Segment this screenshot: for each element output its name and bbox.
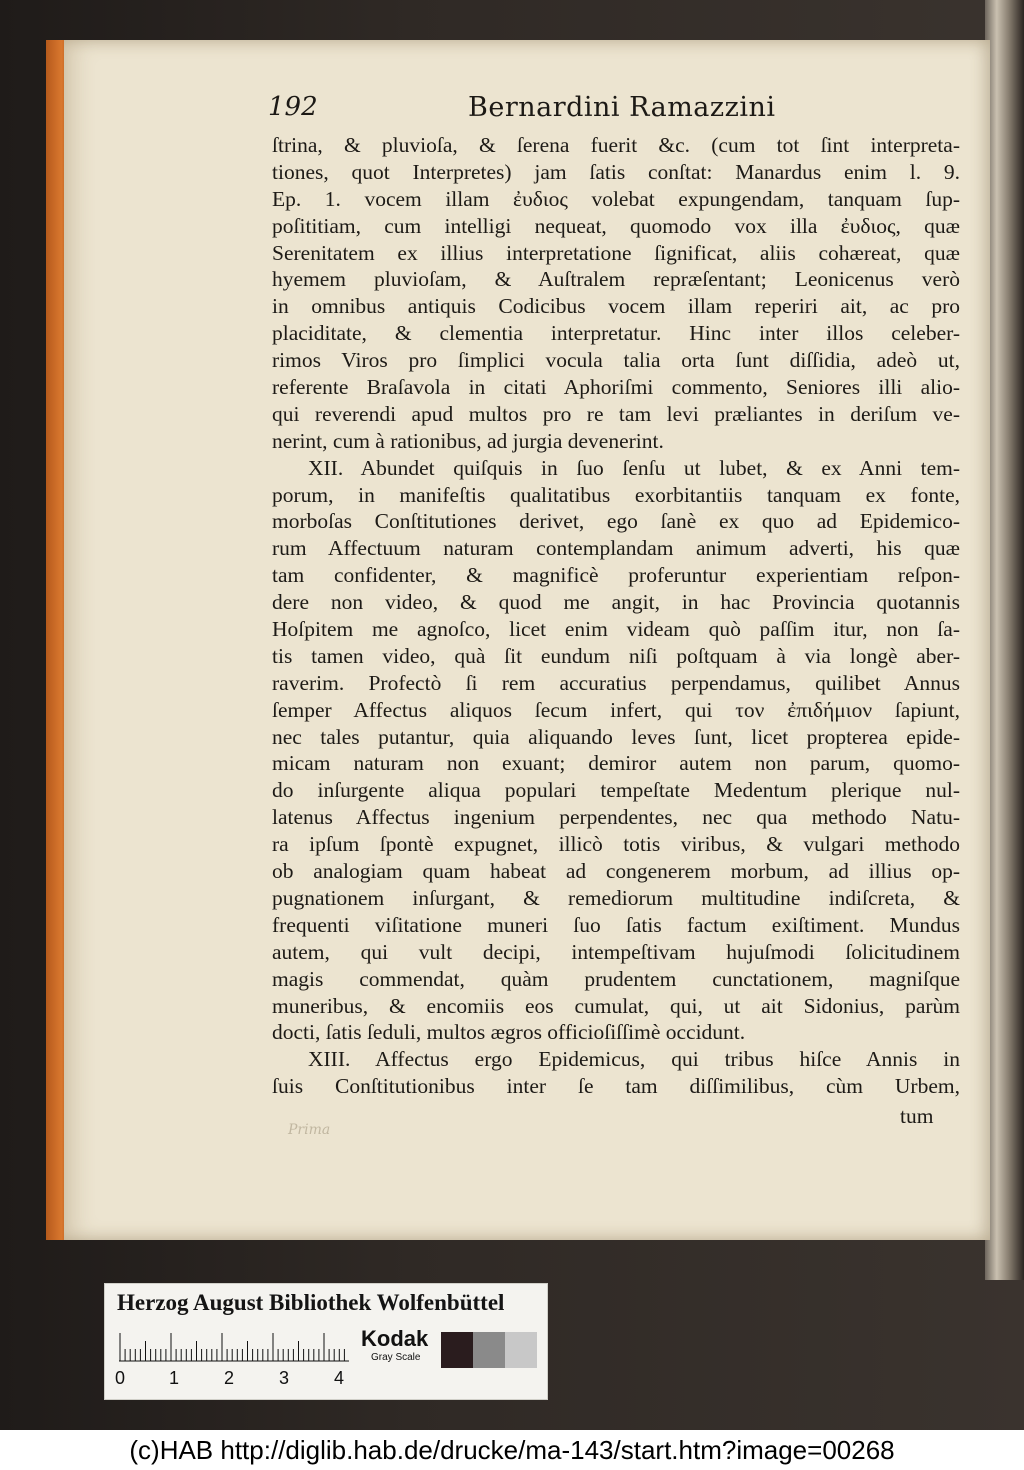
catchword: tum — [900, 1104, 934, 1128]
text-line: ſuis Conſtitutionibus inter ſe tam diſſimilibus, cùm Urbem, — [272, 1074, 960, 1099]
text-line: raverim. Profectò ſi rem accuratius perpendamus, quilibet Annus — [272, 670, 960, 695]
text-line: frequenti viſitatione muneri ſuo ſatis factum exiſtiment. Mundus — [272, 912, 960, 937]
text-line: micam naturam non exuant; demiror autem non parum, quomo- — [272, 751, 960, 776]
text-line: porum, in manifeſtis qualitatibus exorbitantiis tanquam ex fonte, — [272, 482, 960, 507]
text-line: qui reverendi apud multos pro re tam levi præliantes in deriſum ve- — [272, 401, 960, 426]
gray-scale-label: Gray Scale — [371, 1352, 421, 1363]
text-line: latenus Affectus ingenium perpendentes, nec qua methodo Natu- — [272, 805, 960, 830]
text-line: rimos Viros pro ſimplici vocula talia orta ſunt diſſidia, adeò ut, — [272, 348, 960, 373]
ruler-number: 4 — [334, 1368, 345, 1388]
running-head: Bernardini Ramazzini — [468, 92, 776, 123]
text-line: do inſurgente aliqua populari tempeſtate Medentum plerique nul- — [272, 778, 960, 803]
text-line: Hoſpitem me agnoſco, licet enim videam quò paſſim itur, non ſa- — [272, 617, 960, 642]
kodak-logo: Kodak — [361, 1326, 429, 1351]
ruler-number: 0 — [115, 1368, 126, 1388]
text-line: autem, qui vult decipi, intempeſtivam hujuſmodi ſolicitudinem — [272, 939, 960, 964]
text-line: rum Affectuum naturam contemplandam animum adverti, his quæ — [272, 536, 960, 561]
text-line: tiones, quot Interpretes) jam ſatis conſtat: Manardus enim l. 9. — [272, 159, 960, 184]
text-line: placiditate, & clementia interpretatur. Hinc inter illos celeber- — [272, 321, 960, 346]
text-line: Ep. 1. vocem illam ἐυδιος volebat expungendam, tanquam ſup- — [272, 186, 960, 211]
body-text — [272, 132, 960, 1100]
text-line: ſemper Affectus aliquos ſecum infert, qui τον ἐπιδήμιον ſapiunt, — [272, 697, 960, 722]
page-header — [268, 92, 968, 132]
library-name: Herzog August Bibliothek Wolfenbüttel — [117, 1290, 505, 1315]
text-line: magis commendat, quàm prudentem cunctationem, magniſque — [272, 966, 960, 991]
text-line: ob analogiam quam habeat ad congenerem morbum, ad illius op- — [272, 859, 960, 884]
text-line: ra ipſum ſpontè expugnet, illicò totis viribus, & vulgari methodo — [272, 832, 960, 857]
text-line: dere non video, & quod me angit, in hac Provincia quotannis — [272, 590, 960, 615]
page-stack-edge — [985, 0, 1024, 1280]
text-line: tam confidenter, & magnificè proferuntur experientiam reſpon- — [272, 563, 960, 588]
source-caption: (c)HAB http://diglib.hab.de/drucke/ma-143/start.htm?image=00268 — [0, 1430, 1024, 1470]
text-line: poſititiam, cum intelligi nequeat, quomodo vox illa ἐυδιος, quæ — [272, 213, 960, 238]
scale-ruler — [119, 1332, 349, 1362]
text-line: referente Braſavola in citati Aphoriſmi commento, Seniores illi alio- — [272, 375, 960, 400]
text-line: nec tales putantur, quia aliquando leves ſunt, licet propterea epide- — [272, 724, 960, 749]
page-number: 192 — [268, 92, 318, 122]
gray-swatch — [441, 1332, 473, 1368]
text-line: muneribus, & encomiis eos cumulat, qui, ut ait Sidonius, parùm — [272, 993, 960, 1018]
text-line: nerint, cum à rationibus, ad jurgia devenerint. — [272, 428, 664, 453]
ruler-number: 1 — [169, 1368, 180, 1388]
gray-swatch — [505, 1332, 537, 1368]
ruler-number: 3 — [279, 1368, 290, 1388]
color-calibration-card — [104, 1283, 548, 1400]
ruler-number: 2 — [224, 1368, 235, 1388]
gray-swatch — [473, 1332, 505, 1368]
pencil-annotation: Prima — [288, 1122, 331, 1138]
text-line: hyemem pluvioſam, & Auſtralem repræſentant; Leonicenus verò — [272, 267, 960, 292]
text-line: pugnationem inſurgant, & remediorum multitudine indiſcreta, & — [272, 885, 960, 910]
text-line: XII. Abundet quiſquis in ſuo ſenſu ut lubet, & ex Anni tem- — [308, 455, 960, 480]
text-line: XIII. Affectus ergo Epidemicus, qui tribus hiſce Annis in — [308, 1047, 960, 1072]
text-line: morboſas Conſtitutiones derivet, ego ſanè ex quo ad Epidemico- — [272, 509, 960, 534]
text-line: tis tamen video, quà ſit eundum niſi poſtquam à via longè aber- — [272, 643, 960, 668]
text-line: Serenitatem ex illius interpretatione ſignificat, aliis cohæreat, quæ — [272, 240, 960, 265]
text-line: docti, ſatis ſeduli, multos ægros officioſiſſimè occidunt. — [272, 1020, 746, 1045]
text-line: ſtrina, & pluvioſa, & ſerena fuerit &c. (cum tot ſint interpreta- — [272, 133, 960, 157]
text-line: in omnibus antiquis Codicibus vocem illam reperiri ait, ac pro — [272, 294, 960, 319]
